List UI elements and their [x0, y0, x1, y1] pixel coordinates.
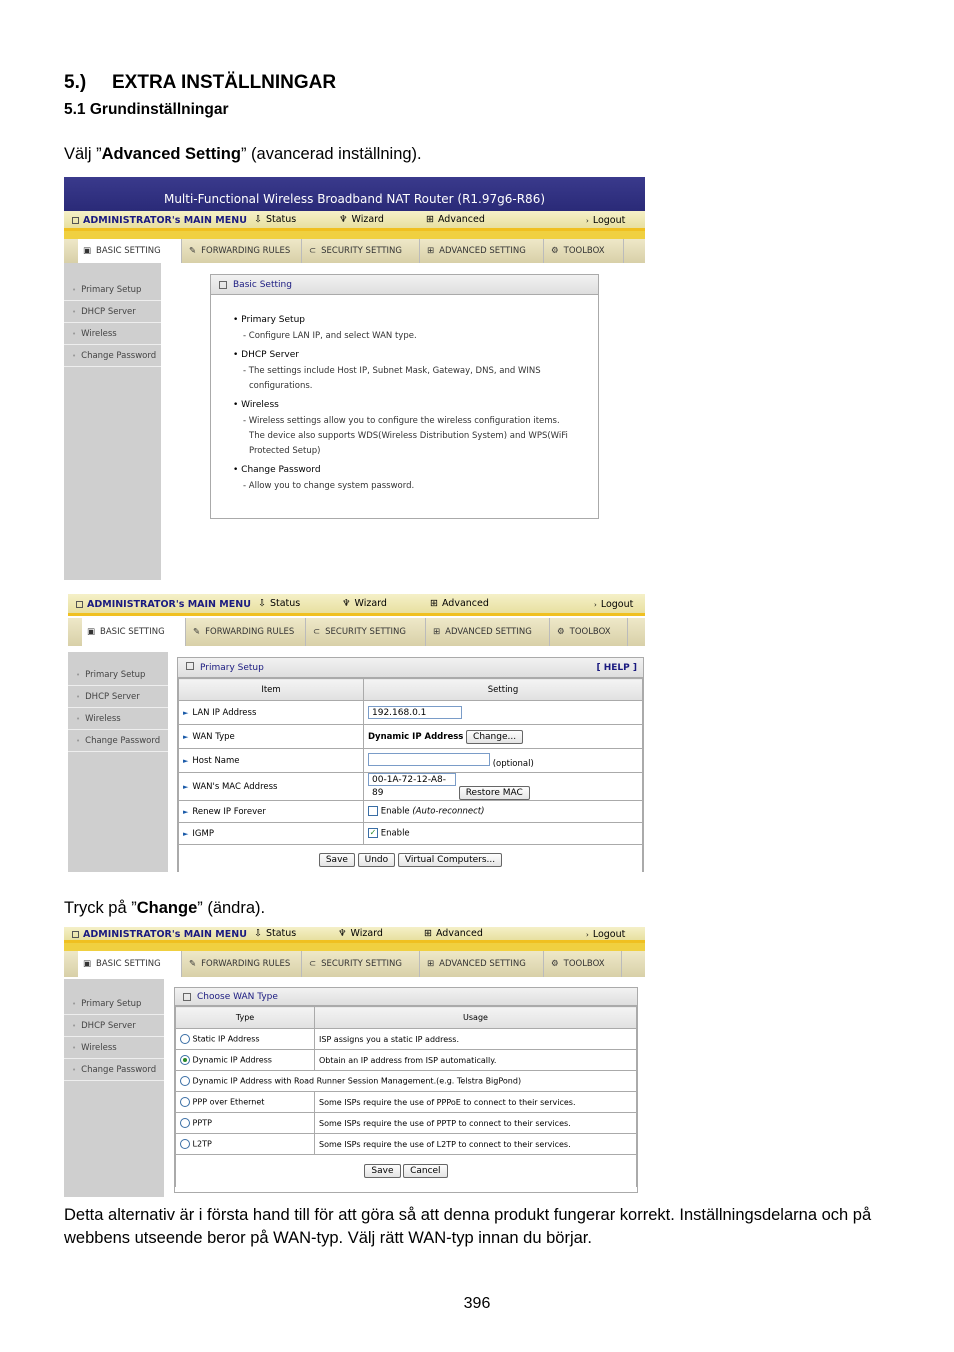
section-number: 5.): [64, 72, 87, 93]
tab-forwarding-rules[interactable]: [188, 618, 306, 646]
basic-setting-header: [211, 275, 598, 295]
primary-setup-panel: [177, 657, 644, 872]
tab-advanced-label: ADVANCED SETTING: [439, 959, 526, 969]
basic-setting-icon: ▣: [87, 627, 96, 637]
tab-toolbox[interactable]: [546, 951, 622, 977]
main-menu-bar: [64, 211, 645, 231]
mac-address-input[interactable]: 00-1A-72-12-A8-89: [368, 773, 456, 786]
column-header-usage: Usage: [315, 1007, 637, 1029]
logout-icon: ›: [586, 216, 589, 225]
logout-icon: ›: [594, 600, 597, 609]
tab-basic-setting[interactable]: [82, 618, 186, 646]
item-desc: - Allow you to change system password.: [243, 481, 415, 491]
tab-toolbox[interactable]: [552, 618, 628, 646]
menu-status[interactable]: [254, 928, 296, 939]
middle-bold: Change: [136, 899, 198, 917]
restore-mac-button[interactable]: Restore MAC: [459, 786, 530, 800]
toolbox-icon: ⚙: [557, 627, 565, 637]
wan-usage: Some ISPs require the use of PPTP to connect to their services.: [315, 1113, 637, 1134]
basic-setting-panel: [210, 274, 599, 519]
forwarding-icon: ✎: [189, 959, 197, 969]
admin-main-menu-label: ADMINISTRATOR's MAIN MENU: [83, 215, 247, 226]
item-desc: - The settings include Host IP, Subnet Mask, Gateway, DNS, and WINS: [243, 366, 541, 376]
menu-status[interactable]: [258, 598, 300, 609]
menu-wizard[interactable]: [338, 928, 383, 939]
menu-advanced[interactable]: [424, 928, 483, 939]
wan-type-table: [175, 1006, 637, 1187]
sidebar: [68, 652, 168, 872]
tab-security-label: SECURITY SETTING: [321, 246, 402, 256]
tab-advanced-setting[interactable]: [428, 618, 550, 646]
section-heading: [64, 72, 336, 94]
wan-usage: Some ISPs require the use of PPPoE to connect to their services.: [315, 1092, 637, 1113]
menu-status-label: Status: [265, 928, 297, 939]
middle-after: ” (ändra).: [197, 899, 266, 917]
basic-setting-header-label: Basic Setting: [233, 279, 292, 290]
menu-wizard-label: Wizard: [351, 214, 384, 225]
wan-type-value: Dynamic IP Address: [368, 731, 464, 742]
tab-security-setting[interactable]: [304, 951, 420, 977]
security-icon: ⊂: [309, 246, 317, 256]
advanced-setting-icon: ⊞: [427, 959, 435, 969]
status-icon: ⇩: [258, 598, 266, 609]
auto-reconnect-note: (Auto-reconnect): [412, 806, 485, 817]
wan-type-label: PPP over Ethernet: [192, 1097, 265, 1107]
intro-before: Välj ”: [64, 145, 102, 163]
row-label: Host Name: [192, 755, 240, 766]
item-desc: configurations.: [249, 381, 313, 391]
menu-logout[interactable]: [594, 599, 633, 610]
menu-advanced-label: Advanced: [435, 928, 483, 939]
table-row: [176, 1092, 637, 1113]
primary-setup-table: [178, 678, 643, 872]
change-paragraph: [64, 899, 265, 918]
tab-toolbox[interactable]: [546, 239, 624, 263]
tab-bar: [64, 951, 645, 977]
l2tp-radio[interactable]: [180, 1139, 190, 1149]
sidebar: [64, 263, 161, 580]
tab-security-setting[interactable]: [308, 618, 426, 646]
table-row: [176, 1050, 637, 1071]
admin-main-menu-label: ADMINISTRATOR's MAIN MENU: [87, 599, 251, 610]
row-label: WAN Type: [192, 731, 235, 742]
wizard-icon: ♆: [339, 214, 348, 225]
table-row: ► WAN Type Dynamic IP Address Change...: [179, 725, 643, 749]
wan-type-header-label: Choose WAN Type: [197, 991, 278, 1002]
tab-basic-setting-label: BASIC SETTING: [96, 246, 161, 256]
menu-advanced[interactable]: [430, 598, 489, 609]
wan-usage: ISP assigns you a static IP address.: [315, 1029, 637, 1050]
menu-wizard[interactable]: [339, 214, 384, 225]
renew-enable-label: Enable: [380, 806, 410, 817]
list-item: • Change Password: [233, 465, 321, 475]
tab-basic-setting[interactable]: [78, 951, 182, 977]
cancel-button[interactable]: Cancel: [403, 1164, 448, 1178]
menu-status-label: Status: [269, 598, 301, 609]
main-menu-bar: [68, 594, 645, 616]
tab-basic-setting[interactable]: [78, 239, 182, 263]
middle-before: Tryck på ”: [64, 899, 137, 917]
wan-type-header: [175, 988, 637, 1006]
wizard-icon: ♆: [338, 928, 347, 939]
tab-forwarding-label: FORWARDING RULES: [205, 627, 295, 637]
screenshot-primary-setup: [68, 594, 645, 872]
item-desc: - Configure LAN IP, and select WAN type.: [243, 331, 417, 341]
page-number: 396: [463, 1295, 491, 1312]
intro-after: ” (avancerad inställning).: [240, 145, 422, 163]
advanced-icon: ⊞: [424, 928, 432, 939]
tab-basic-setting-label: BASIC SETTING: [100, 627, 165, 637]
item-desc: Protected Setup): [249, 446, 321, 456]
screenshot-basic-setting: [64, 177, 645, 580]
help-link[interactable]: [ HELP ]: [596, 662, 637, 673]
advanced-setting-icon: ⊞: [427, 246, 435, 256]
basic-setting-icon: ▣: [83, 959, 92, 969]
tab-advanced-setting[interactable]: [422, 951, 544, 977]
sidebar-item-dhcp-server[interactable]: • DHCP Server: [64, 301, 161, 323]
table-row: [176, 1134, 637, 1155]
primary-setup-header: [178, 658, 643, 678]
menu-logout-label: Logout: [592, 929, 626, 940]
menu-logout-label: Logout: [600, 599, 634, 610]
pppoe-radio[interactable]: [180, 1097, 190, 1107]
menu-status-label: Status: [265, 214, 297, 225]
table-row: [176, 1071, 637, 1092]
table-row: ► Host Name (optional): [179, 749, 643, 773]
menu-logout-label: Logout: [592, 215, 626, 226]
admin-main-menu[interactable]: [72, 215, 247, 226]
wan-type-label: L2TP: [192, 1139, 212, 1149]
tab-security-label: SECURITY SETTING: [321, 959, 402, 969]
column-header-item: Item: [179, 679, 364, 701]
column-header-type: Type: [176, 1007, 315, 1029]
list-item: • DHCP Server: [233, 350, 299, 360]
item-title[interactable]: Wireless: [241, 400, 279, 410]
sidebar: [64, 979, 164, 1197]
tab-bar: [68, 618, 645, 646]
column-header-setting: Setting: [364, 679, 643, 701]
tab-forwarding-label: FORWARDING RULES: [201, 246, 291, 256]
sidebar-item-primary-setup[interactable]: • Primary Setup: [64, 993, 164, 1015]
optional-note: (optional): [492, 758, 534, 769]
menu-advanced[interactable]: [426, 214, 485, 225]
sidebar-item-primary-setup[interactable]: • Primary Setup: [64, 279, 161, 301]
wan-type-label: PPTP: [192, 1118, 212, 1128]
wizard-icon: ♆: [342, 598, 351, 609]
row-label: WAN's MAC Address: [192, 781, 278, 792]
host-name-input[interactable]: [368, 753, 490, 766]
item-desc: The device also supports WDS(Wireless Distribution System) and WPS(WiFi: [249, 431, 568, 441]
save-button[interactable]: Save: [319, 853, 355, 867]
table-row: ► IGMP ✓ Enable: [179, 823, 643, 845]
table-row: ► Renew IP Forever Enable (Auto-reconnect): [179, 801, 643, 823]
toolbox-icon: ⚙: [551, 246, 559, 256]
tab-toolbox-label: TOOLBOX: [569, 627, 611, 637]
table-row: ► LAN IP Address 192.168.0.1: [179, 701, 643, 725]
tab-forwarding-label: FORWARDING RULES: [201, 959, 291, 969]
main-menu-bar: [64, 927, 645, 943]
status-icon: ⇩: [254, 214, 262, 225]
sidebar-item-change-password[interactable]: • Change Password: [68, 730, 168, 752]
item-desc: - Wireless settings allow you to configure the wireless configuration items.: [243, 416, 560, 426]
intro-paragraph: [64, 145, 422, 164]
pptp-radio[interactable]: [180, 1118, 190, 1128]
save-button[interactable]: Save: [364, 1164, 400, 1178]
menu-advanced-label: Advanced: [437, 214, 485, 225]
tab-forwarding-rules[interactable]: [184, 239, 302, 263]
table-row: ► WAN's MAC Address 00-1A-72-12-A8-89 Restore MAC: [179, 773, 643, 801]
row-label: IGMP: [192, 828, 214, 839]
change-wan-button[interactable]: Change...: [466, 730, 523, 744]
undo-button[interactable]: Undo: [358, 853, 396, 867]
static-ip-radio[interactable]: [180, 1034, 190, 1044]
dynamic-ip-radio[interactable]: [180, 1055, 190, 1065]
wan-type-label: Dynamic IP Address: [192, 1055, 272, 1065]
item-title[interactable]: Primary Setup: [241, 315, 306, 325]
router-title: Multi-Functional Wireless Broadband NAT Router (R1.97g6-R86): [64, 177, 645, 211]
tab-bar: [64, 239, 645, 263]
admin-main-menu[interactable]: [76, 599, 251, 610]
menu-wizard[interactable]: [342, 598, 387, 609]
menu-logout[interactable]: [586, 929, 625, 940]
tab-security-setting[interactable]: [304, 239, 420, 263]
lan-ip-input[interactable]: 192.168.0.1: [368, 706, 462, 719]
item-title[interactable]: Change Password: [241, 465, 321, 475]
igmp-enable-label: Enable: [380, 828, 410, 839]
tab-toolbox-label: TOOLBOX: [563, 959, 605, 969]
tab-basic-setting-label: BASIC SETTING: [96, 959, 161, 969]
security-icon: ⊂: [313, 627, 321, 637]
primary-setup-header-label: Primary Setup: [200, 663, 264, 673]
wan-usage: Obtain an IP address from ISP automatically.: [315, 1050, 637, 1071]
advanced-setting-icon: ⊞: [433, 627, 441, 637]
menu-wizard-label: Wizard: [354, 598, 387, 609]
advanced-icon: ⊞: [430, 598, 438, 609]
menu-status[interactable]: [254, 214, 296, 225]
wan-type-panel: [174, 987, 638, 1193]
subsection-heading: 5.1 Grundinställningar: [64, 101, 229, 118]
intro-bold: Advanced Setting: [101, 145, 241, 163]
table-row: [176, 1113, 637, 1134]
tab-toolbox-label: TOOLBOX: [563, 246, 605, 256]
footer-paragraph: Detta alternativ är i första hand till för att göra så att denna produkt fungerar korrekt. Inställningsdelarna och på webbens utseende beror på WAN-typ. Välj rätt WAN-typ innan du börjar.: [64, 1206, 872, 1247]
forwarding-icon: ✎: [193, 627, 201, 637]
wan-usage: Some ISPs require the use of L2TP to connect to their services.: [315, 1134, 637, 1155]
sidebar-item-wireless[interactable]: • Wireless: [68, 708, 168, 730]
road-runner-radio[interactable]: [180, 1076, 190, 1086]
sidebar-item-change-password[interactable]: • Change Password: [64, 1059, 164, 1081]
sidebar-item-wireless[interactable]: • Wireless: [64, 323, 161, 345]
security-icon: ⊂: [309, 959, 317, 969]
tab-forwarding-rules[interactable]: [184, 951, 302, 977]
list-item: • Wireless: [233, 400, 279, 410]
toolbox-icon: ⚙: [551, 959, 559, 969]
wan-type-label: Static IP Address: [192, 1034, 260, 1044]
sidebar-item-dhcp-server[interactable]: • DHCP Server: [64, 1015, 164, 1037]
screenshot-wan-type: [64, 927, 645, 1197]
sidebar-item-wireless[interactable]: • Wireless: [64, 1037, 164, 1059]
menu-advanced-label: Advanced: [441, 598, 489, 609]
admin-main-menu[interactable]: [72, 929, 247, 940]
admin-main-menu-label: ADMINISTRATOR's MAIN MENU: [83, 929, 247, 940]
igmp-checkbox[interactable]: ✓: [369, 828, 377, 838]
sidebar-item-dhcp-server[interactable]: • DHCP Server: [68, 686, 168, 708]
section-title: EXTRA INSTÄLLNINGAR: [112, 72, 337, 93]
logout-icon: ›: [586, 930, 589, 939]
menu-wizard-label: Wizard: [350, 928, 383, 939]
forwarding-icon: ✎: [189, 246, 197, 256]
virtual-computers-button[interactable]: Virtual Computers...: [398, 853, 502, 867]
list-item: • Primary Setup: [233, 315, 306, 325]
wan-type-label: Dynamic IP Address with Road Runner Session Management.(e.g. Telstra BigPond): [192, 1076, 522, 1086]
item-title[interactable]: DHCP Server: [241, 350, 299, 360]
sidebar-item-primary-setup[interactable]: • Primary Setup: [68, 664, 168, 686]
row-label: LAN IP Address: [192, 707, 257, 718]
tab-advanced-label: ADVANCED SETTING: [445, 627, 532, 637]
row-label: Renew IP Forever: [192, 806, 266, 817]
tab-advanced-label: ADVANCED SETTING: [439, 246, 526, 256]
table-row: [176, 1029, 637, 1050]
sidebar-item-change-password[interactable]: • Change Password: [64, 345, 161, 367]
tab-advanced-setting[interactable]: [422, 239, 544, 263]
basic-setting-icon: ▣: [83, 246, 92, 256]
advanced-icon: ⊞: [426, 214, 434, 225]
tab-security-label: SECURITY SETTING: [325, 627, 406, 637]
renew-checkbox[interactable]: [368, 806, 378, 816]
status-icon: ⇩: [254, 928, 262, 939]
menu-logout[interactable]: [586, 215, 625, 226]
